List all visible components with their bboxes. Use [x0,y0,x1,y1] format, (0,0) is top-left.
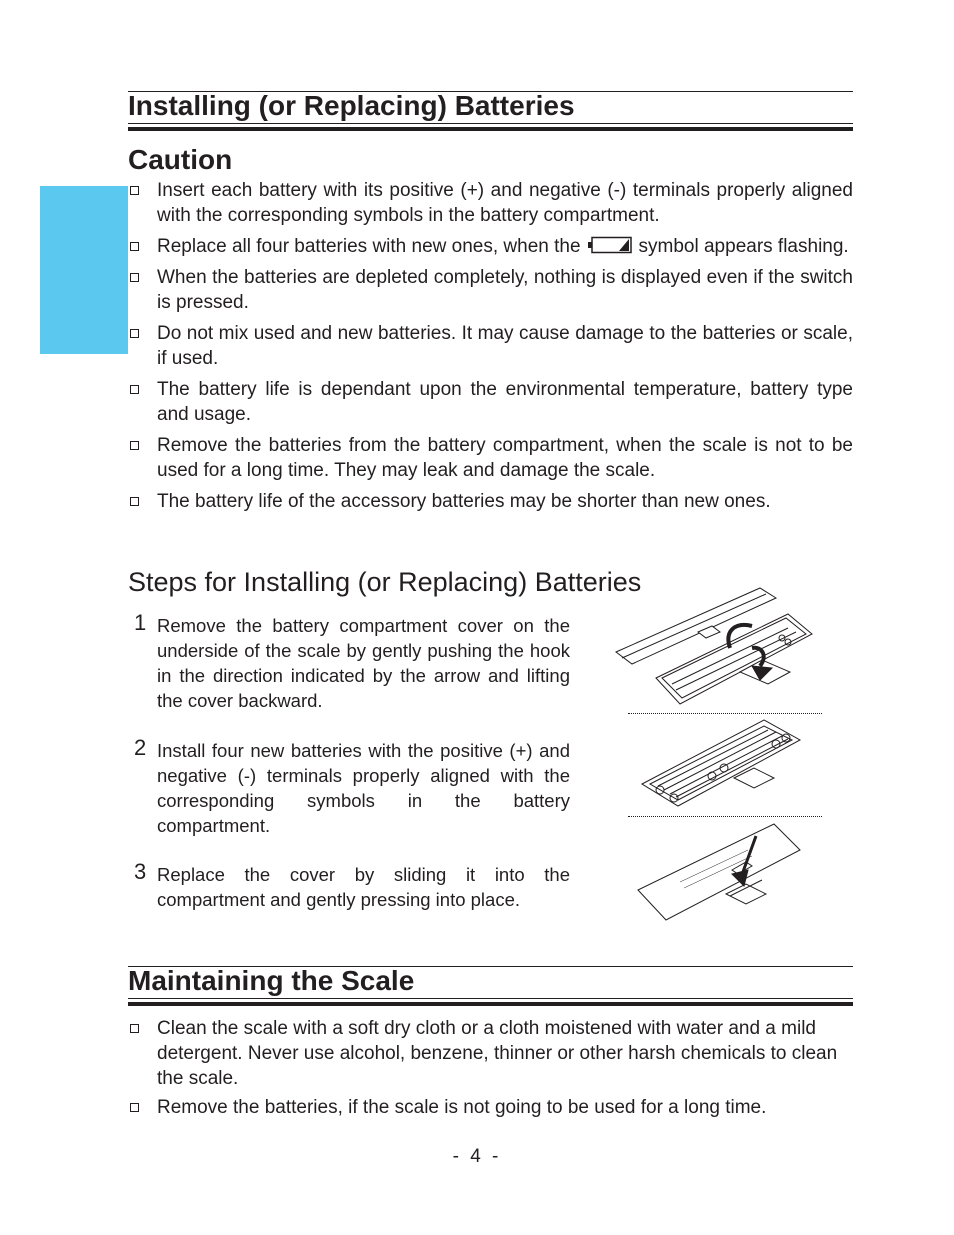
caution-item: Insert each battery with its positive (+) and negative (-) terminals properly aligned with the corresponding symbols in the battery compartment. [128,178,853,228]
checkbox-bullet-icon [130,1024,139,1033]
step-text: Replace the cover by sliding it into the compartment and gently pressing into place. [157,864,570,910]
section-tab [40,186,128,354]
heading-rule-mid [128,998,853,999]
caution-item: When the batteries are depleted completely, nothing is displayed even if the switch is pressed. [128,265,853,315]
heading-rule-mid [128,123,853,124]
caution-item: The battery life is dependant upon the environmental temperature, battery type and usage. [128,377,853,427]
caution-title: Caution [128,144,233,175]
checkbox-bullet-icon [130,186,139,195]
remove-cover-illustration [612,586,818,712]
figure-divider [628,816,822,817]
checkbox-bullet-icon [130,497,139,506]
checkbox-bullet-icon [130,385,139,394]
checkbox-bullet-icon [130,273,139,282]
step-number: 1 [134,610,147,635]
maintain-list [128,1016,853,1120]
caution-item: The battery life of the accessory batteries may be shorter than new ones. [128,489,853,514]
checkbox-bullet-icon [130,242,139,251]
caution-item: Replace all four batteries with new ones, when the symbol appears flashing. [128,234,853,259]
checkbox-bullet-icon [130,441,139,450]
caution-item: Do not mix used and new batteries. It may cause damage to the batteries or scale, if used. [128,321,853,371]
caution-item: Remove the batteries from the battery compartment, when the scale is not to be used for a long time. They may leak and damage the scale. [128,433,853,483]
step-number: 2 [134,735,147,760]
figure-divider [628,713,822,714]
step-number: 3 [134,859,147,884]
step-text: Install four new batteries with the positive (+) and negative (-) terminals properly aligned with the corresponding symbols in the battery compartment. [157,740,570,836]
battery-section-title: Installing (or Replacing) Batteries [128,90,575,121]
heading-rule-bottom [128,127,853,131]
replace-cover-illustration [636,822,804,926]
caution-list [128,178,853,514]
install-batteries-illustration [640,718,804,810]
checkbox-bullet-icon [130,329,139,338]
step-text: Remove the battery compartment cover on the underside of the scale by gently pushing the hook in the direction indicated by the arrow and lifting the cover backward. [157,615,570,711]
maintain-item: Clean the scale with a soft dry cloth or a cloth moistened with water and a mild detergent. Never use alcohol, benzene, thinner or other harsh chemicals to clean the scale. [128,1016,853,1091]
page-number: - 4 - [452,1146,502,1167]
battery-low-icon [587,236,633,254]
maintain-item: Remove the batteries, if the scale is not going to be used for a long time. [128,1095,853,1120]
checkbox-bullet-icon [130,1103,139,1112]
heading-rule-bottom [128,1002,853,1006]
maintain-section-title: Maintaining the Scale [128,965,415,996]
steps-title: Steps for Installing (or Replacing) Batteries [128,567,642,597]
